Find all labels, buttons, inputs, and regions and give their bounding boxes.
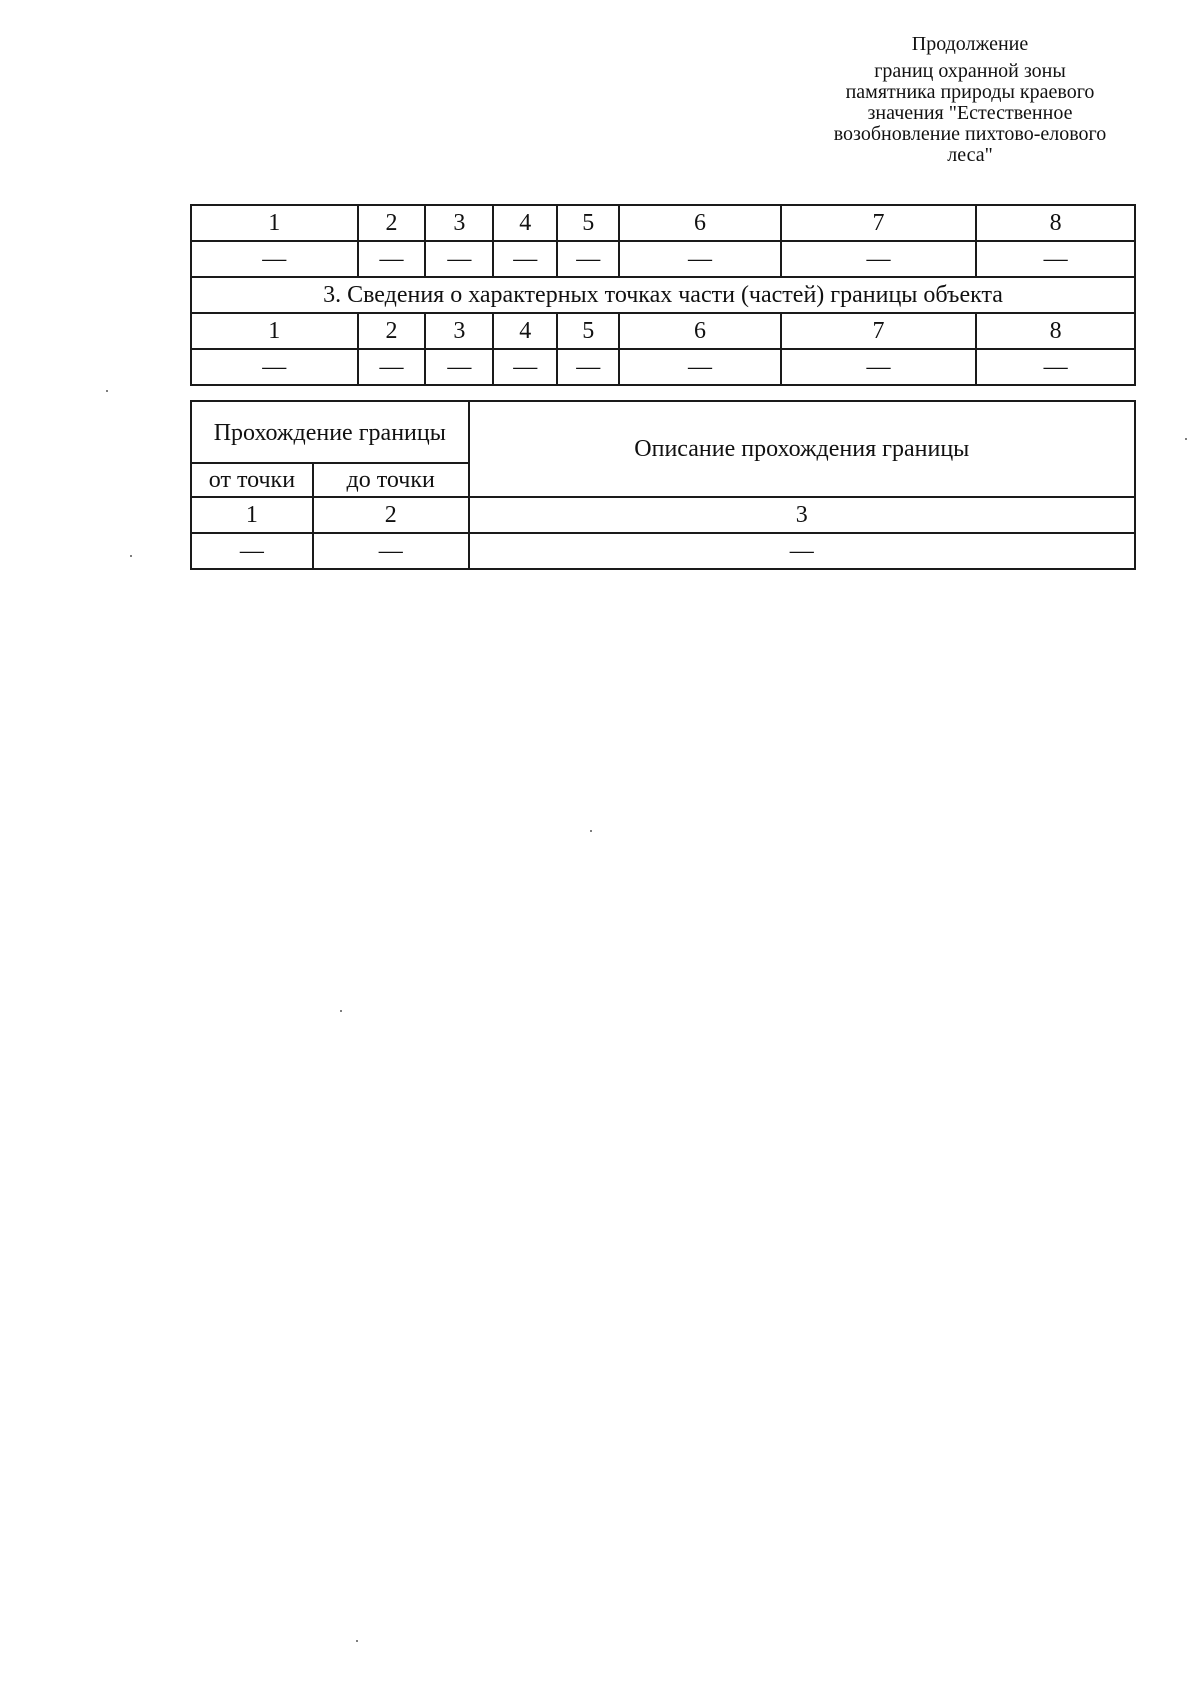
scan-speck	[1185, 438, 1187, 440]
column-number: 6	[619, 313, 781, 349]
column-numbers-row-2	[191, 313, 1135, 349]
continuation-title: Продолжение	[911, 33, 1029, 55]
empty-cell: —	[781, 349, 977, 385]
description-header: Описание прохождения границы	[469, 401, 1135, 497]
section-title: 3. Сведения о характерных точках части (частей) границы объекта	[191, 277, 1135, 313]
column-number: 7	[781, 313, 977, 349]
heading-line-1: границ охранной зоны	[874, 60, 1066, 82]
from-point-header: от точки	[191, 463, 313, 497]
empty-values-row	[191, 533, 1135, 569]
column-number: 6	[619, 205, 781, 241]
empty-cell: —	[358, 241, 426, 277]
empty-cell: —	[557, 241, 619, 277]
column-number: 1	[191, 205, 358, 241]
column-number: 3	[425, 205, 493, 241]
heading-line-3: значения "Естественное	[867, 102, 1073, 124]
scan-speck	[106, 390, 108, 392]
empty-values-row-2	[191, 349, 1135, 385]
empty-cell: —	[425, 241, 493, 277]
heading-line-4: возобновление пихтово-елового	[833, 123, 1107, 145]
empty-cell: —	[358, 349, 426, 385]
scan-speck	[130, 555, 132, 557]
characteristic-points-table	[190, 204, 1136, 386]
document-heading	[790, 34, 1150, 166]
empty-cell: —	[557, 349, 619, 385]
column-numbers-row	[191, 205, 1135, 241]
empty-values-row	[191, 241, 1135, 277]
scan-speck	[590, 830, 592, 832]
empty-cell: —	[493, 349, 557, 385]
scan-speck	[340, 1010, 342, 1012]
column-number: 2	[313, 497, 469, 533]
empty-cell: —	[493, 241, 557, 277]
passage-header-row	[191, 401, 1135, 463]
column-number: 2	[358, 313, 426, 349]
empty-cell: —	[781, 241, 977, 277]
column-number: 3	[469, 497, 1135, 533]
column-number: 5	[557, 205, 619, 241]
column-number: 4	[493, 205, 557, 241]
empty-cell: —	[976, 349, 1135, 385]
column-numbers-row	[191, 497, 1135, 533]
scan-speck	[356, 1640, 358, 1642]
empty-cell: —	[976, 241, 1135, 277]
column-number: 2	[358, 205, 426, 241]
column-number: 1	[191, 313, 358, 349]
column-number: 8	[976, 205, 1135, 241]
passage-header: Прохождение границы	[191, 401, 469, 463]
empty-cell: —	[619, 241, 781, 277]
empty-cell: —	[191, 241, 358, 277]
column-number: 3	[425, 313, 493, 349]
heading-line-2: памятника природы краевого	[845, 81, 1095, 103]
column-number: 1	[191, 497, 313, 533]
heading-line-5: леса"	[947, 144, 993, 166]
column-number: 8	[976, 313, 1135, 349]
to-point-header: до точки	[313, 463, 469, 497]
empty-cell: —	[191, 349, 358, 385]
column-number: 4	[493, 313, 557, 349]
empty-cell: —	[619, 349, 781, 385]
boundary-passage-table	[190, 400, 1136, 570]
column-number: 5	[557, 313, 619, 349]
empty-cell: —	[425, 349, 493, 385]
empty-cell: —	[191, 533, 313, 569]
column-number: 7	[781, 205, 977, 241]
empty-cell: —	[313, 533, 469, 569]
section-title-row	[191, 277, 1135, 313]
empty-cell: —	[469, 533, 1135, 569]
